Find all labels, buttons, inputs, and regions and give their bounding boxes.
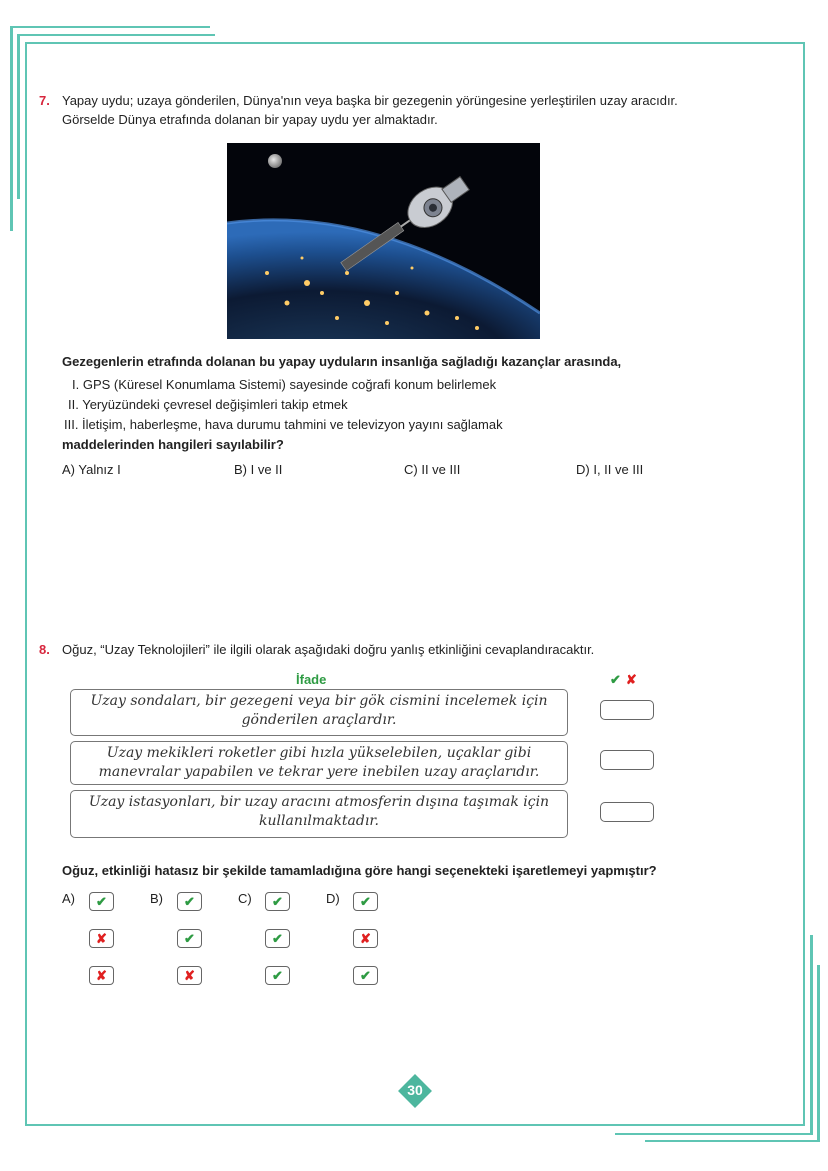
question-7-question: maddelerinden hangileri sayılabilir? <box>62 437 284 452</box>
statement-2-line-1: Uzay mekikleri roketler gibi hızla yükselebilen, uçaklar gibi <box>106 745 532 761</box>
check-icon: ✔ <box>610 672 622 687</box>
question-7-option-c[interactable]: C) II ve III <box>404 462 461 477</box>
question-8-intro: Oğuz, “Uzay Teknolojileri” ile ilgili olarak aşağıdaki doğru yanlış etkinliğini cevaplandıracaktır. <box>62 642 595 657</box>
statement-3-line-2: kullanılmaktadır. <box>259 813 379 829</box>
option-b-mark-2: ✔ <box>177 929 202 948</box>
page-number-badge <box>400 1076 430 1106</box>
question-7-intro-line-2: Görselde Dünya etrafında dolanan bir yapay uydu yer almaktadır. <box>62 112 438 127</box>
question-7-item-1: I. GPS (Küresel Konumlama Sistemi) sayesinde coğrafi konum belirlemek <box>72 377 497 392</box>
statement-3-line-1: Uzay istasyonları, bir uzay aracını atmosferin dışına taşımak için <box>88 794 550 810</box>
page-number: 30 <box>407 1082 423 1098</box>
statement-1-line-2: gönderilen araçlardır. <box>241 712 397 728</box>
statement-2-line-2: manevralar yapabilen ve tekrar yere inebilen uzay araçlarıdır. <box>98 764 540 780</box>
option-c-mark-3: ✔ <box>265 966 290 985</box>
cross-icon: ✘ <box>625 672 638 687</box>
question-7-item-3: III. İletişim, haberleşme, hava durumu tahmini ve televizyon yayını sağlamak <box>64 417 503 432</box>
option-c-mark-2: ✔ <box>265 929 290 948</box>
option-a-mark-3: ✘ <box>89 966 114 985</box>
question-7-number: 7. <box>39 93 50 108</box>
statement-3-answer-box[interactable] <box>600 802 654 822</box>
option-b-mark-3: ✘ <box>177 966 202 985</box>
table-header-statement: İfade <box>296 672 327 687</box>
question-7-option-b[interactable]: B) I ve II <box>234 462 283 477</box>
statement-3 <box>70 790 568 838</box>
question-7-stem: Gezegenlerin etrafında dolanan bu yapay uyduların insanlığa sağladığı kazançlar arasında, <box>62 354 622 369</box>
option-b-mark-1: ✔ <box>177 892 202 911</box>
table-header-marks <box>610 670 638 689</box>
option-a-mark-2: ✘ <box>89 929 114 948</box>
statement-1-answer-box[interactable] <box>600 700 654 720</box>
statement-2 <box>70 741 568 785</box>
question-8-number: 8. <box>39 642 50 657</box>
option-a-mark-1: ✔ <box>89 892 114 911</box>
question-8-question: Oğuz, etkinliği hatasız bir şekilde tamamladığına göre hangi seçenekteki işaretlemeyi yapmıştır? <box>62 863 657 878</box>
question-8-option-d-label[interactable]: D) <box>326 891 340 906</box>
statement-2-answer-box[interactable] <box>600 750 654 770</box>
satellite-earth-image <box>227 143 540 339</box>
option-c-mark-1: ✔ <box>265 892 290 911</box>
option-d-mark-2: ✘ <box>353 929 378 948</box>
question-7-intro-line-1: Yapay uydu; uzaya gönderilen, Dünya'nın veya başka bir gezegenin yörüngesine yerleştirilen uzay aracıdır. <box>62 93 678 108</box>
option-d-mark-1: ✔ <box>353 892 378 911</box>
question-7-option-d[interactable]: D) I, II ve III <box>576 462 644 477</box>
question-8-option-a-label[interactable]: A) <box>62 891 75 906</box>
statement-1-line-1: Uzay sondaları, bir gezegeni veya bir gök cismini incelemek için <box>90 693 548 709</box>
question-8-option-b-label[interactable]: B) <box>150 891 163 906</box>
question-8-option-c-label[interactable]: C) <box>238 891 252 906</box>
question-7-item-2: II. Yeryüzündeki çevresel değişimleri takip etmek <box>68 397 348 412</box>
question-7-option-a[interactable]: A) Yalnız I <box>62 462 121 477</box>
option-d-mark-3: ✔ <box>353 966 378 985</box>
statement-1 <box>70 689 568 736</box>
